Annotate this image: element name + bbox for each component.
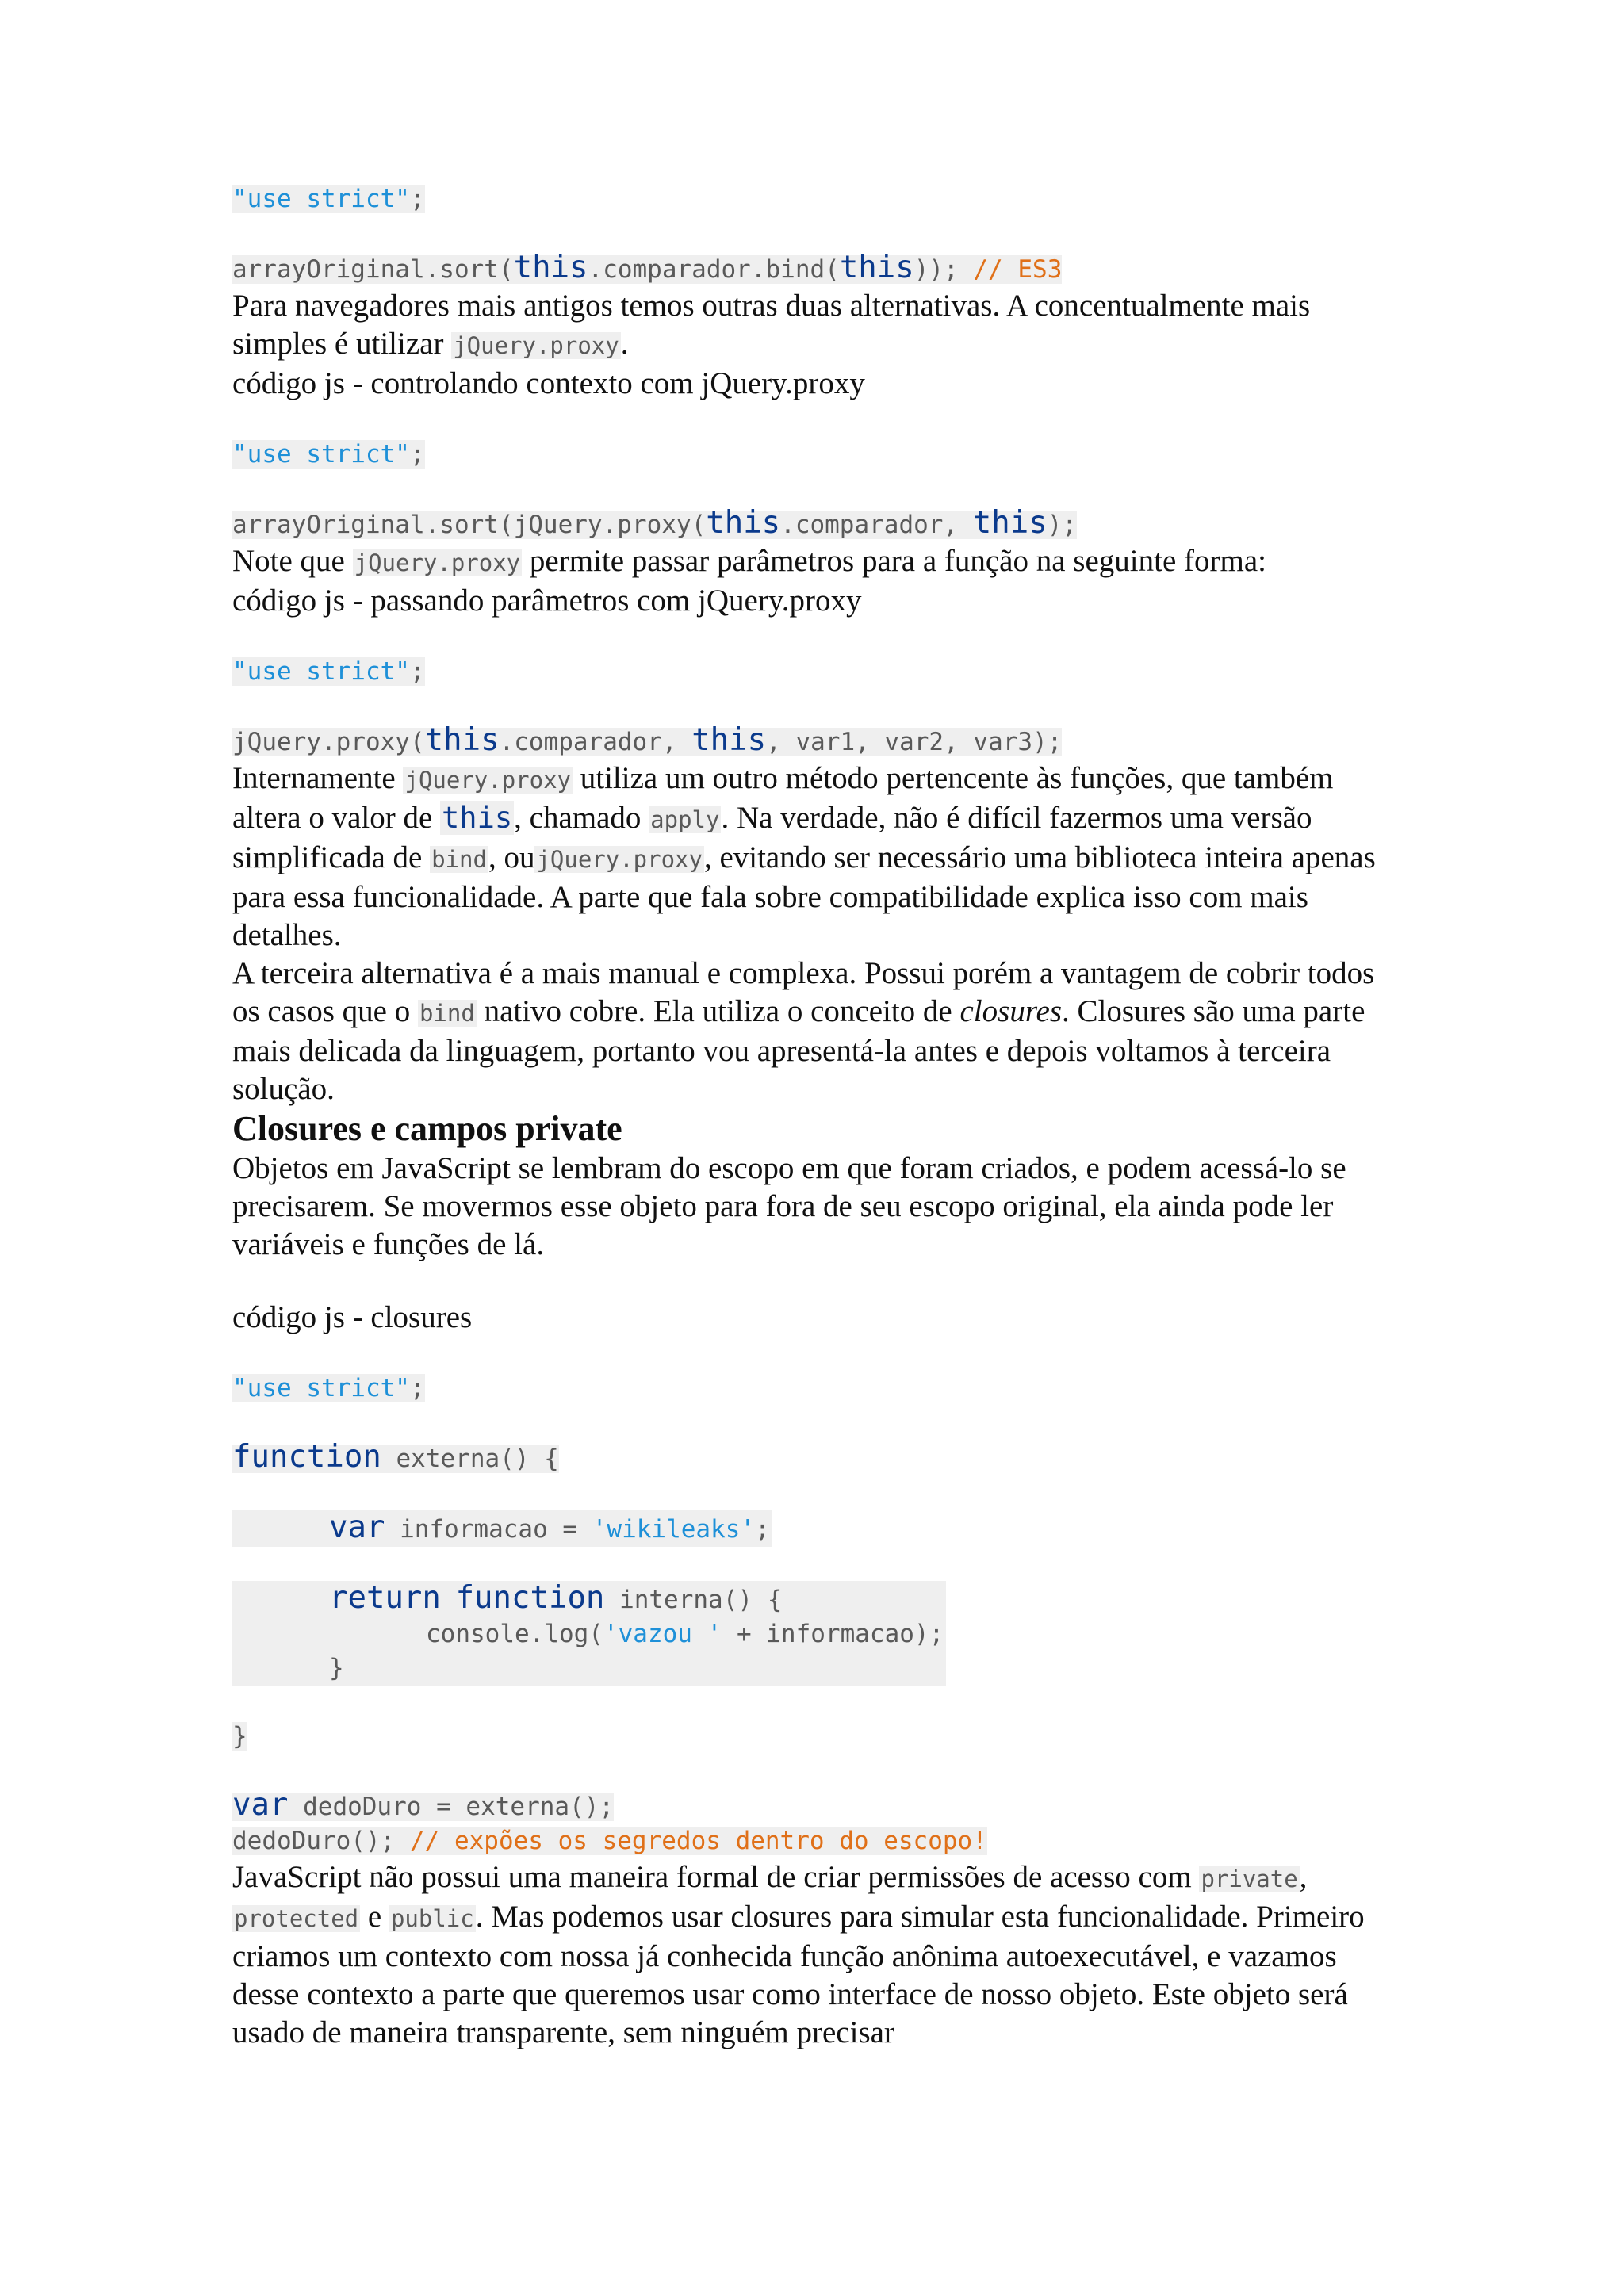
code-line: "use strict"; [232, 1374, 425, 1402]
paragraph: JavaScript não possui uma maneira formal de criar permissões de acesso com private, protected e public. Mas podemos usar closures para simular esta funcionalidade. Primeiro criamos um contexto com nossa já conhecida função anônima autoexecutável, e vazamos desse contexto a parte que queremos usar como interface de nosso objeto. Este objeto será usado de maneira transparente, sem ninguém precisar [232, 1860, 1365, 2049]
code-keyword: return [329, 1580, 441, 1616]
inline-code: jQuery.proxy [453, 332, 619, 359]
inline-code: jQuery.proxy [536, 846, 703, 873]
code-caption: código js - closures [232, 1300, 473, 1334]
paragraph: A terceira alternativa é a mais manual e complexa. Possui porém a vantagem de cobrir todos os casos que o bind nativo cobre. Ela utiliza o conceito de closures. Closures são uma parte mais delicada da linguagem, portanto vou apresentá-la antes e depois voltamos à terceira solução. [232, 956, 1375, 1106]
inline-code: apply [650, 806, 720, 833]
code-caption: código js - passando parâmetros com jQuery.proxy [232, 584, 862, 618]
code-string: "use strict" [232, 440, 410, 469]
code-line: function externa() { [232, 1439, 559, 1475]
inline-code: private [1201, 1866, 1298, 1892]
code-line: arrayOriginal.sort(this.comparador.bind(this)); // ES3 [232, 250, 1063, 285]
code-string: "use strict" [232, 1374, 410, 1402]
code-line: console.log('vazou ' + informacao); [426, 1620, 944, 1648]
code-keyword: this [513, 250, 588, 285]
code-line: } [232, 1722, 247, 1751]
code-string: 'vazou ' [603, 1620, 722, 1648]
code-line: "use strict"; [232, 440, 425, 469]
code-block-proxy [232, 438, 1398, 542]
code-line: dedoDuro(); // expões os segredos dentro do escopo! [232, 1827, 987, 1855]
section-heading: Closures e campos private [232, 1109, 622, 1148]
inline-code: bind [419, 1000, 475, 1027]
code-keyword: this [706, 505, 781, 541]
code-line: arrayOriginal.sort(jQuery.proxy(this.comparador, this); [232, 505, 1078, 541]
paragraph: Para navegadores mais antigos temos outras duas alternativas. A concentualmente mais simples é utilizar jQuery.proxy. [232, 289, 1311, 361]
paragraph: Note que jQuery.proxy permite passar parâmetros para a função na seguinte forma: [232, 544, 1266, 578]
code-keyword: var [329, 1510, 385, 1545]
inline-code: protected [234, 1905, 359, 1932]
code-comment: // ES3 [973, 255, 1063, 284]
inline-code: jQuery.proxy [404, 767, 571, 794]
code-inner-function [232, 1581, 946, 1686]
code-string: "use strict" [232, 657, 410, 686]
code-string: "use strict" [232, 185, 410, 213]
code-comment: // expões os segredos dentro do escopo! [409, 1827, 987, 1855]
code-line: var dedoDuro = externa(); [232, 1787, 615, 1823]
code-block-closures [232, 1372, 1398, 1858]
code-keyword: this [972, 505, 1048, 541]
code-keyword: this [839, 250, 914, 285]
code-caption: código js - controlando contexto com jQuery.proxy [232, 366, 865, 400]
code-string: 'wikileaks' [592, 1515, 756, 1544]
code-keyword: var [232, 1787, 289, 1823]
inline-code: jQuery.proxy [354, 549, 521, 576]
code-line: var informacao = 'wikileaks'; [232, 1510, 1398, 1547]
code-block-proxy-params [232, 655, 1398, 760]
paragraph: Internamente jQuery.proxy utiliza um outro método pertencente às funções, que também altera o valor de this, chamado apply. Na verdade, não é difícil fazermos uma versão simplificada de bind, oujQuery.proxy, evitando ser necessário uma biblioteca inteira apenas para essa funcionalidade. A parte que fala sobre compatibilidade explica isso com mais detalhes. [232, 761, 1376, 952]
code-keyword: this [424, 722, 500, 758]
paragraph: Objetos em JavaScript se lembram do escopo em que foram criados, e podem acessá-lo se precisarem. Se movermos esse objeto para fora de seu escopo original, ela ainda pode ler variáveis e funções de lá. [232, 1151, 1346, 1261]
code-line: "use strict"; [232, 185, 425, 213]
code-keyword: this [691, 722, 767, 758]
inline-code: public [390, 1905, 474, 1932]
code-line: return function interna() { [329, 1580, 783, 1616]
inline-code: bind [431, 846, 487, 873]
code-keyword: function [455, 1580, 605, 1616]
inline-code: this [442, 801, 513, 835]
code-line: jQuery.proxy(this.comparador, this, var1, var2, var3); [232, 722, 1063, 758]
code-line: } [329, 1654, 344, 1682]
code-keyword: function [232, 1439, 381, 1475]
document-page [232, 182, 1398, 2052]
code-block-bind [232, 182, 1398, 287]
code-line: "use strict"; [232, 657, 425, 686]
